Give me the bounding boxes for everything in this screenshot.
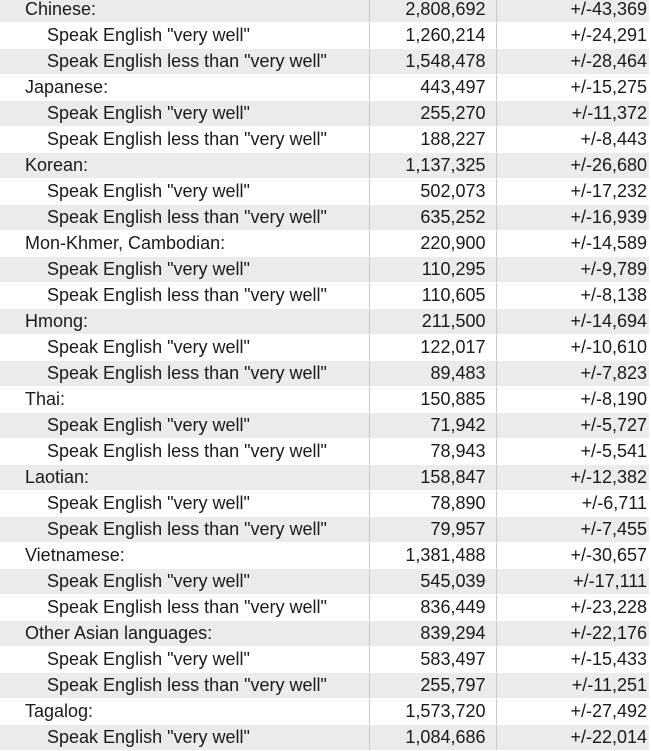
row-label: Speak English less than "very well": [0, 439, 369, 465]
row-margin-of-error: +/-8,190: [496, 387, 649, 413]
row-label: Speak English "very well": [0, 491, 369, 517]
row-label: Hmong:: [0, 309, 369, 335]
table-row: [0, 283, 649, 309]
row-margin-of-error: +/-7,823: [496, 361, 649, 387]
row-margin-of-error: +/-12,382: [496, 465, 649, 491]
row-estimate: 71,942: [369, 413, 496, 439]
table-row: [0, 673, 649, 699]
row-label: Vietnamese:: [0, 543, 369, 569]
row-estimate: 78,943: [369, 439, 496, 465]
row-estimate: 110,605: [369, 283, 496, 309]
row-label: Tagalog:: [0, 699, 369, 725]
table-row: [0, 595, 649, 621]
row-margin-of-error: +/-14,589: [496, 231, 649, 257]
row-estimate: 1,084,686: [369, 725, 496, 751]
table-row-other-asian: [0, 621, 649, 647]
row-margin-of-error: +/-10,610: [496, 335, 649, 361]
row-margin-of-error: +/-14,694: [496, 309, 649, 335]
row-margin-of-error: +/-5,727: [496, 413, 649, 439]
row-margin-of-error: +/-11,251: [496, 673, 649, 699]
table-row-thai: [0, 387, 649, 413]
table-row: [0, 647, 649, 673]
row-margin-of-error: +/-6,711: [496, 491, 649, 517]
table-row: [0, 439, 649, 465]
row-margin-of-error: +/-17,232: [496, 179, 649, 205]
table-row: [0, 49, 649, 75]
row-label: Thai:: [0, 387, 369, 413]
row-estimate: 545,039: [369, 569, 496, 595]
row-label: Japanese:: [0, 75, 369, 101]
row-label: Speak English "very well": [0, 725, 369, 751]
row-label: Speak English "very well": [0, 647, 369, 673]
row-margin-of-error: +/-5,541: [496, 439, 649, 465]
row-estimate: 78,890: [369, 491, 496, 517]
row-margin-of-error: +/-11,372: [496, 101, 649, 127]
row-margin-of-error: +/-43,369: [496, 0, 649, 23]
row-label: Speak English "very well": [0, 101, 369, 127]
row-margin-of-error: +/-8,443: [496, 127, 649, 153]
table-row: [0, 413, 649, 439]
table-row-vietnamese: [0, 543, 649, 569]
row-label: Speak English less than "very well": [0, 673, 369, 699]
row-label: Laotian:: [0, 465, 369, 491]
row-margin-of-error: +/-7,455: [496, 517, 649, 543]
row-estimate: 150,885: [369, 387, 496, 413]
row-margin-of-error: +/-26,680: [496, 153, 649, 179]
row-label: Speak English less than "very well": [0, 517, 369, 543]
row-margin-of-error: +/-17,111: [496, 569, 649, 595]
row-margin-of-error: +/-23,228: [496, 595, 649, 621]
row-estimate: 836,449: [369, 595, 496, 621]
table-row-korean: [0, 153, 649, 179]
row-margin-of-error: +/-15,275: [496, 75, 649, 101]
row-estimate: 211,500: [369, 309, 496, 335]
row-label: Mon-Khmer, Cambodian:: [0, 231, 369, 257]
table-row: [0, 101, 649, 127]
row-label: Speak English "very well": [0, 179, 369, 205]
row-margin-of-error: +/-22,176: [496, 621, 649, 647]
row-margin-of-error: +/-28,464: [496, 49, 649, 75]
table-row: [0, 257, 649, 283]
row-margin-of-error: +/-16,939: [496, 205, 649, 231]
row-estimate: 220,900: [369, 231, 496, 257]
table-row-laotian: [0, 465, 649, 491]
table-row: [0, 491, 649, 517]
row-margin-of-error: +/-27,492: [496, 699, 649, 725]
table-row-mon-khmer: [0, 231, 649, 257]
row-estimate: 110,295: [369, 257, 496, 283]
table-row-tagalog: [0, 699, 649, 725]
row-estimate: 255,270: [369, 101, 496, 127]
row-margin-of-error: +/-15,433: [496, 647, 649, 673]
table-row: [0, 361, 649, 387]
row-label: Speak English less than "very well": [0, 127, 369, 153]
row-estimate: 1,260,214: [369, 23, 496, 49]
table-row: [0, 127, 649, 153]
row-estimate: 1,137,325: [369, 153, 496, 179]
row-label: Speak English "very well": [0, 413, 369, 439]
table-row: [0, 205, 649, 231]
row-estimate: 158,847: [369, 465, 496, 491]
table-row: [0, 569, 649, 595]
row-label: Other Asian languages:: [0, 621, 369, 647]
row-estimate: 1,548,478: [369, 49, 496, 75]
table-row-chinese: [0, 0, 649, 23]
row-label: Speak English less than "very well": [0, 49, 369, 75]
row-estimate: 635,252: [369, 205, 496, 231]
table-row: [0, 179, 649, 205]
row-estimate: 188,227: [369, 127, 496, 153]
row-estimate: 89,483: [369, 361, 496, 387]
row-label: Speak English less than "very well": [0, 361, 369, 387]
row-label: Speak English "very well": [0, 257, 369, 283]
row-label: Korean:: [0, 153, 369, 179]
row-label: Speak English "very well": [0, 335, 369, 361]
row-estimate: 839,294: [369, 621, 496, 647]
row-margin-of-error: +/-8,138: [496, 283, 649, 309]
row-estimate: 443,497: [369, 75, 496, 101]
row-estimate: 79,957: [369, 517, 496, 543]
row-margin-of-error: +/-30,657: [496, 543, 649, 569]
row-margin-of-error: +/-22,014: [496, 725, 649, 751]
row-estimate: 255,797: [369, 673, 496, 699]
table-row: [0, 23, 649, 49]
row-label: Speak English less than "very well": [0, 283, 369, 309]
row-label: Chinese:: [0, 0, 369, 23]
row-label: Speak English less than "very well": [0, 595, 369, 621]
row-label: Speak English less than "very well": [0, 205, 369, 231]
row-label: Speak English "very well": [0, 569, 369, 595]
row-estimate: 1,573,720: [369, 699, 496, 725]
row-estimate: 502,073: [369, 179, 496, 205]
table-row: [0, 517, 649, 543]
row-margin-of-error: +/-24,291: [496, 23, 649, 49]
table-row-japanese: [0, 75, 649, 101]
row-estimate: 2,808,692: [369, 0, 496, 23]
row-label: Speak English "very well": [0, 23, 369, 49]
row-estimate: 583,497: [369, 647, 496, 673]
row-estimate: 1,381,488: [369, 543, 496, 569]
table-row-hmong: [0, 309, 649, 335]
table-row: [0, 335, 649, 361]
row-estimate: 122,017: [369, 335, 496, 361]
row-margin-of-error: +/-9,789: [496, 257, 649, 283]
table-row: [0, 725, 649, 751]
